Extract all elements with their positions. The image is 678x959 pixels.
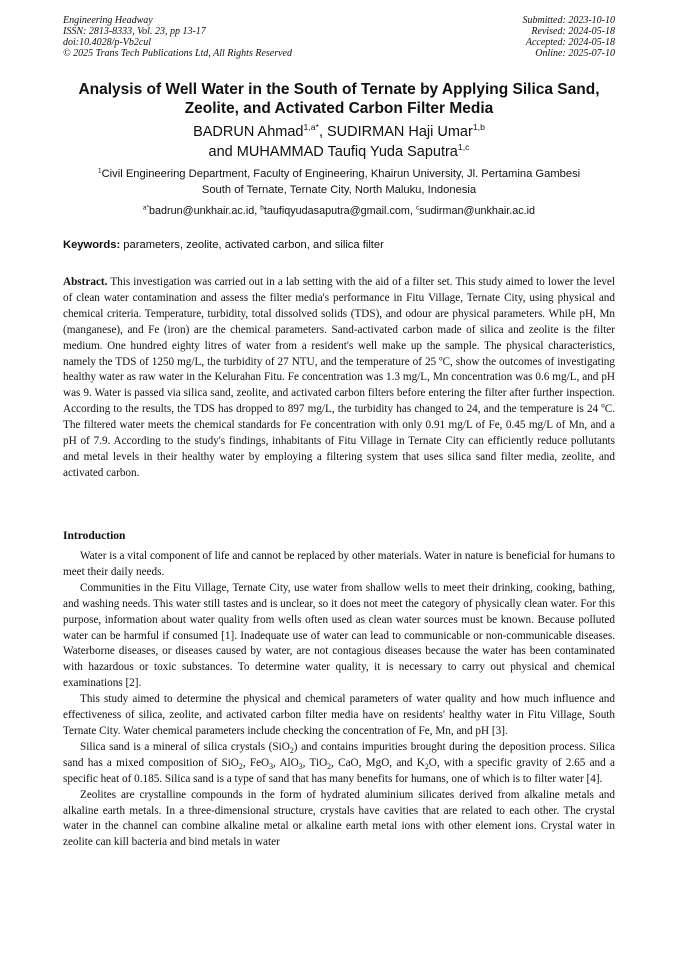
online-date: Online: 2025-07-10 [535,48,615,59]
affiliation-sup: 1 [97,167,102,175]
email-b-sup: b [260,204,264,212]
email-a-sup: a* [142,204,150,212]
intro-paragraph-2: Communities in the Fitu Village, Ternate City, use water from shallow wells to meet their drinking, cooking, bathing, and washing needs. This water still tastes and is unclear, so it does not meet the category of physically clean water. For this purpose, information about water quality from wells often used as clean water sources must be known. Because polluted water can be harmful if consumed [1]. Inadequate use of water can lead to communicable or non-communicable diseases. Waterborne diseases, or diseases caused by water, are not contagious diseases because the water has been contaminated with hazardous or toxic substances. To determine water quality, it is necessary to carry out physical and chemical examinations [2]. [63,581,615,690]
abstract [63,275,615,482]
p4-part-f: , CaO, MgO, and K [331,756,425,769]
paper-title [40,80,638,118]
abstract-text: This investigation was carried out in a lab setting with the aid of a filter set. This study aimed to lower the level of clean water contamination and assess the filter media's performance in Fitu Village, Ternate City, using physical and chemical criteria. Temperature, turbidity, total dissolved solids (TDS), and odour are physical parameters. While pH, Mn (manganese), and Fe (iron) are the chemical parameters. Sand-activated carbon made of silica and zeolite is the filter medium. One hundred eighty litres of water from a resident's well make up the sample. The physical characteristics, namely the TDS of 1250 mg/L, the turbidity of 27 NTU, and the temperature of 25 ºC, show the outcomes of investigating healthy water as raw water in the Kelurahan Fitu. Fe concentration was 1.3 mg/L, Mn concentration was 0.6 mg/L, and pH was 9. Water is passed via silica sand, zeolite, and activated carbon filters before entering the filter after further inspection. According to the results, the TDS has dropped to 897 mg/L, the turbidity has changed to 24, and the temperature is 24 ºC. The filtered water meets the chemical standards for Fe concentration with only 0.91 mg/L of Fe, 0.45 mg/L of Mn, and a pH of 7.9. According to the study's findings, inhabitants of Fitu Village in Ternate City can efficiently reduce pollutants and metal levels in their healthy water by employing a filtering system that uses silica sand filter media, zeolite, and activated carbon. [63,276,615,479]
revised-date: Revised: 2024-05-18 [531,26,615,37]
author-3-sup: 1,c [457,142,470,153]
intro-paragraph-3: This study aimed to determine the physical and chemical parameters of water quality and how much influence and effectiveness of silica, zeolite, and activated carbon filter media have on residents' healthy water in Fitu Village, South Ternate City. Water chemical parameters include checking the concentration of Fe, Mn, and pH [3]. [63,693,615,737]
sub-2: 2 [424,762,429,772]
p4-part-d: , AlO [273,756,299,769]
sub-3: 3 [298,762,303,772]
submitted-date: Submitted: 2023-10-10 [522,15,615,26]
author-list [40,122,638,162]
author-separator: , [318,124,328,140]
authors-line-1 [40,122,638,142]
affiliation [50,166,628,198]
p4-part-b: ) and contains impurities brought during the deposition process. Silica sand has a mixed composition of SiO [63,740,615,769]
author-emails: $^{a*}$badrun@unkhair.ac.id, $^b$taufiqyudasaputra@gmail.com, $^c$sudirman@unkhair.ac.id [142,204,536,217]
sub-2: 2 [327,762,332,772]
email-c-sup: c [415,204,420,212]
keywords-text: parameters, zeolite, activated carbon, and silica filter [120,239,384,251]
author-2-sup: 1,b [472,122,485,133]
p4-part-g: O, with a specific gravity of 2.65 and a specific heat of 0.185. Silica sand is a type of sand that has many benefits for humans, one of which is to filter water [4]. [63,756,615,785]
author-1-sup: 1,a* [303,122,319,133]
p4-part-a: Silica sand is a mineral of silica crystals (SiO [80,740,290,753]
title-line-2: Zeolite, and Activated Carbon Filter Media [184,100,494,117]
sub-2: 2 [238,762,243,772]
title-line-1: Analysis of Well Water in the South of Ternate by Applying Silica Sand, [78,81,600,98]
email-a[interactable]: badrun@unkhair.ac.id [149,205,255,217]
keywords [63,238,615,252]
keywords-label: Keywords: [63,239,121,251]
introduction-body [63,549,615,851]
authors-line-2 [40,142,638,162]
affiliation-text-1: Civil Engineering Department, Faculty of Engineering, Khairun University, Jl. Pertamina Gambesi [101,168,581,180]
p4-part-e: , TiO [302,756,328,769]
copyright: © 2025 Trans Tech Publications Ltd, All Rights Reserved [63,48,292,59]
issn: ISSN: 2813-8333, Vol. 23, pp 13-17 [63,26,206,37]
p4-part-c: , FeO [242,756,270,769]
abstract-label: Abstract. [63,276,108,288]
author-1: BADRUN Ahmad [193,124,304,140]
sub-3: 3 [269,762,274,772]
journal-header-right [523,15,616,59]
introduction-heading: Introduction [63,530,126,542]
email-c[interactable]: sudirman@unkhair.ac.id [419,205,536,217]
author-3: MUHAMMAD Taufiq Yuda Saputra [236,144,458,160]
abstract-paragraph [63,275,615,482]
affiliation-line-1 [50,166,628,182]
doi: doi:10.4028/p-Vb2cul [63,37,152,48]
email-b[interactable]: taufiqyudasaputra@gmail.com [263,205,410,217]
author-and: and [208,144,237,160]
intro-paragraph-1: Water is a vital component of life and cannot be replaced by other materials. Water in nature is beneficial for humans to meet their daily needs. [63,550,615,578]
accepted-date: Accepted: 2024-05-18 [525,37,615,48]
intro-paragraph-5: Zeolites are crystalline compounds in the form of hydrated aluminium silicates derived from alkaline metals and alkaline earth metals. In a three-dimensional structure, crystals have cavities that are related to each other. The crystal water in the channel can combine alkaline metal or alkaline earth metal ions with other element ions. Crystal water in zeolite can kill bacteria and bind metals in water [63,788,615,849]
sub-2: 2 [289,746,294,756]
affiliation-line-2: South of Ternate, Ternate City, North Maluku, Indonesia [201,184,477,196]
journal-header-left [63,15,292,59]
author-2: SUDIRMAN Haji Umar [327,124,473,140]
intro-paragraph-4 [63,740,615,788]
journal-name: Engineering Headway [63,15,153,26]
